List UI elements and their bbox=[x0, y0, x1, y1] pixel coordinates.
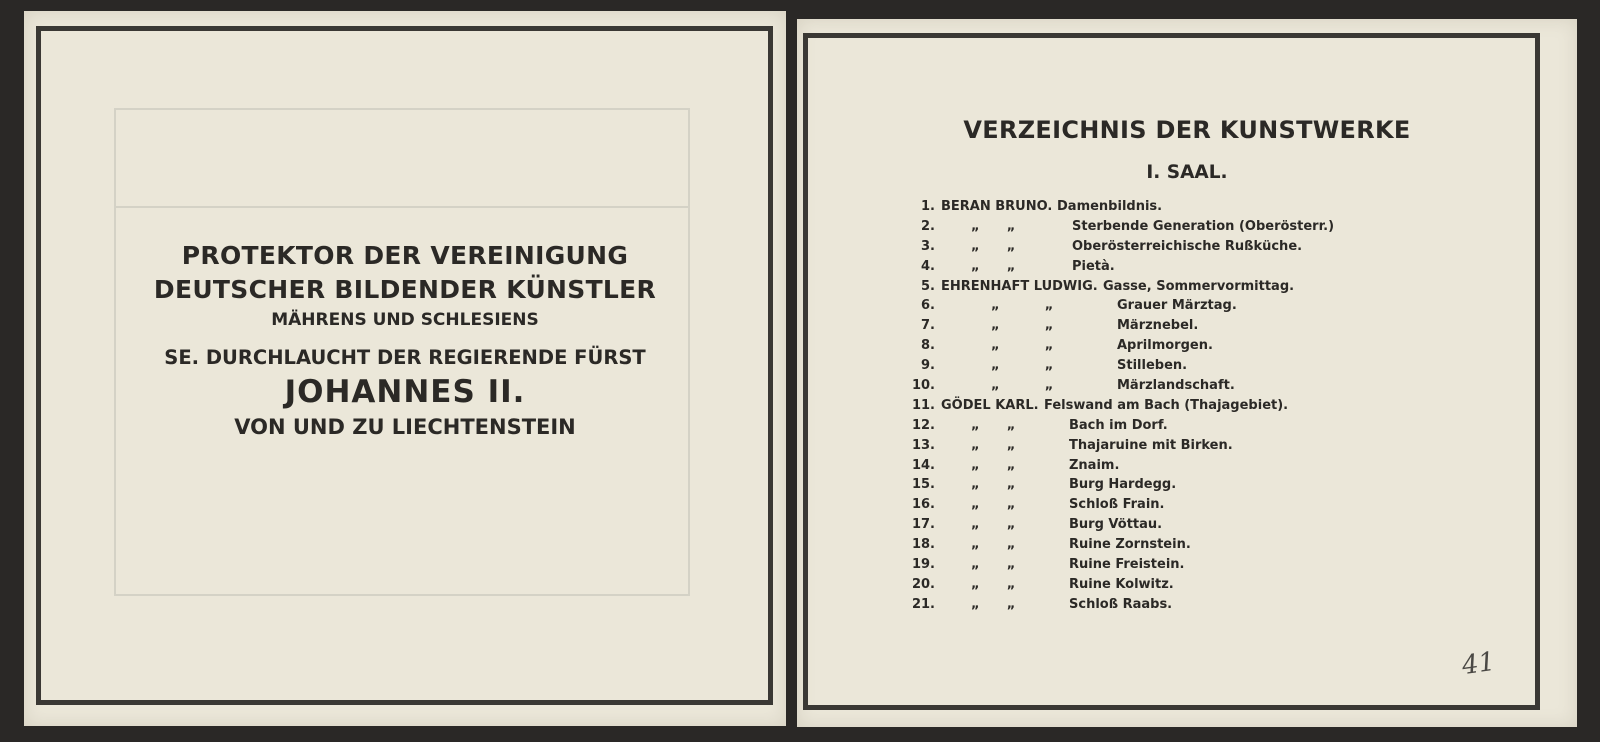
entry-title: Grauer Märztag. bbox=[1117, 298, 1237, 314]
entry-number: 21. bbox=[911, 596, 935, 612]
entry-number: 18. bbox=[911, 537, 935, 553]
entry-ditto-marks: „ „ bbox=[991, 378, 1054, 394]
catalog-entry bbox=[907, 456, 1467, 476]
entry-ditto-marks: „ „ bbox=[971, 576, 1016, 592]
left-page bbox=[24, 11, 786, 726]
entry-number: 10. bbox=[911, 378, 935, 394]
dedication-line-5: JOHANNES II. bbox=[284, 374, 526, 410]
entry-number: 12. bbox=[911, 417, 935, 433]
entry-number: 9. bbox=[921, 358, 935, 374]
entry-title: Sterbende Generation (Oberösterr.) bbox=[1072, 218, 1335, 234]
entry-title: Burg Hardegg. bbox=[1069, 477, 1177, 493]
entry-artist: GÖDEL KARL. bbox=[941, 397, 1039, 413]
catalog-entry bbox=[907, 257, 1467, 277]
entry-title: Burg Vöttau. bbox=[1069, 517, 1163, 533]
catalog-entry bbox=[907, 277, 1467, 297]
catalog-title: VERZEICHNIS DER KUNSTWERKE bbox=[963, 116, 1411, 144]
entry-ditto-marks: „ „ bbox=[971, 596, 1016, 612]
entry-ditto-marks: „ „ bbox=[971, 477, 1016, 493]
entry-artist: EHRENHAFT LUDWIG. bbox=[941, 278, 1098, 294]
protector-dedication bbox=[48, 239, 762, 442]
catalog-entry bbox=[907, 356, 1467, 376]
entry-ditto-marks: „ „ bbox=[991, 318, 1054, 334]
entry-ditto-marks: „ „ bbox=[971, 258, 1016, 274]
entry-title: Znaim. bbox=[1069, 457, 1120, 473]
entry-number: 3. bbox=[921, 238, 935, 254]
entry-number: 4. bbox=[921, 258, 935, 274]
page-number: 41 bbox=[1460, 646, 1498, 682]
entry-number: 14. bbox=[911, 457, 935, 473]
catalog-list bbox=[907, 197, 1467, 615]
bleed-through-header bbox=[114, 108, 690, 208]
entry-title: Stilleben. bbox=[1117, 358, 1188, 374]
entry-title: Ruine Zornstein. bbox=[1069, 537, 1191, 553]
dedication-line-2: DEUTSCHER BILDENDER KÜNSTLER bbox=[153, 275, 657, 304]
catalog-entry bbox=[907, 296, 1467, 316]
entry-title: Pietà. bbox=[1072, 258, 1115, 274]
entry-title: Ruine Kolwitz. bbox=[1069, 576, 1174, 592]
entry-number: 16. bbox=[911, 497, 935, 513]
catalog-entry bbox=[907, 575, 1467, 595]
entry-ditto-marks: „ „ bbox=[971, 238, 1016, 254]
dedication-line-1: PROTEKTOR DER VEREINIGUNG bbox=[181, 241, 629, 270]
catalog-entry bbox=[907, 316, 1467, 336]
entry-artist: BERAN BRUNO. bbox=[941, 199, 1053, 214]
catalog-entry bbox=[907, 416, 1467, 436]
dedication-line-3: MÄHRENS UND SCHLESIENS bbox=[271, 310, 539, 330]
catalog-entry bbox=[907, 237, 1467, 257]
catalog-entry bbox=[907, 555, 1467, 575]
entry-number: 8. bbox=[921, 338, 935, 354]
entry-title: Märzlandschaft. bbox=[1117, 378, 1235, 394]
entry-ditto-marks: „ „ bbox=[991, 298, 1054, 314]
entry-number: 2. bbox=[921, 218, 935, 234]
entry-number: 6. bbox=[921, 298, 935, 314]
catalog-entry bbox=[907, 535, 1467, 555]
entry-number: 5. bbox=[921, 278, 935, 294]
catalog-entry bbox=[907, 376, 1467, 396]
entry-title: Felswand am Bach (Thajagebiet). bbox=[1044, 397, 1289, 413]
catalog-entry bbox=[907, 396, 1467, 416]
entry-title: Bach im Dorf. bbox=[1069, 417, 1168, 433]
entry-title: Schloß Raabs. bbox=[1069, 596, 1173, 612]
entry-ditto-marks: „ „ bbox=[971, 557, 1016, 573]
entry-ditto-marks: „ „ bbox=[971, 218, 1016, 234]
entry-ditto-marks: „ „ bbox=[971, 417, 1016, 433]
entry-number: 20. bbox=[911, 576, 935, 592]
catalog-entry bbox=[907, 475, 1467, 495]
entry-title: Damenbildnis. bbox=[1057, 199, 1163, 214]
catalog-entry bbox=[907, 197, 1467, 217]
entry-number: 7. bbox=[921, 318, 935, 334]
entry-title: Gasse, Sommervormittag. bbox=[1103, 278, 1295, 294]
entry-ditto-marks: „ „ bbox=[991, 358, 1054, 374]
entry-ditto-marks: „ „ bbox=[971, 497, 1016, 513]
entry-title: Schloß Frain. bbox=[1069, 497, 1165, 513]
entry-title: Ruine Freistein. bbox=[1069, 557, 1185, 573]
entry-ditto-marks: „ „ bbox=[971, 537, 1016, 553]
catalog-entry bbox=[907, 595, 1467, 615]
catalog-entry bbox=[907, 436, 1467, 456]
entry-number: 13. bbox=[911, 437, 935, 453]
entry-number: 17. bbox=[911, 517, 935, 533]
entry-number: 19. bbox=[911, 557, 935, 573]
entry-title: Thajaruine mit Birken. bbox=[1069, 437, 1233, 453]
entry-title: Oberösterreichische Rußküche. bbox=[1072, 238, 1303, 254]
entry-ditto-marks: „ „ bbox=[991, 338, 1054, 354]
catalog-entry bbox=[907, 217, 1467, 237]
catalog-entry bbox=[907, 495, 1467, 515]
entry-number: 11. bbox=[911, 397, 935, 413]
entry-title: Märznebel. bbox=[1117, 318, 1199, 334]
entry-ditto-marks: „ „ bbox=[971, 437, 1016, 453]
right-page bbox=[797, 19, 1577, 727]
entry-ditto-marks: „ „ bbox=[971, 517, 1016, 533]
entry-title: Aprilmorgen. bbox=[1117, 338, 1213, 354]
catalog-entry bbox=[907, 515, 1467, 535]
entry-number: 1. bbox=[921, 199, 935, 214]
dedication-line-4: SE. DURCHLAUCHT DER REGIERENDE FÜRST bbox=[164, 346, 646, 369]
catalog-room-heading: I. SAAL. bbox=[1146, 162, 1228, 183]
dedication-line-6: VON UND ZU LIECHTENSTEIN bbox=[234, 415, 576, 439]
catalog-entry bbox=[907, 336, 1467, 356]
entry-ditto-marks: „ „ bbox=[971, 457, 1016, 473]
entry-number: 15. bbox=[911, 477, 935, 493]
